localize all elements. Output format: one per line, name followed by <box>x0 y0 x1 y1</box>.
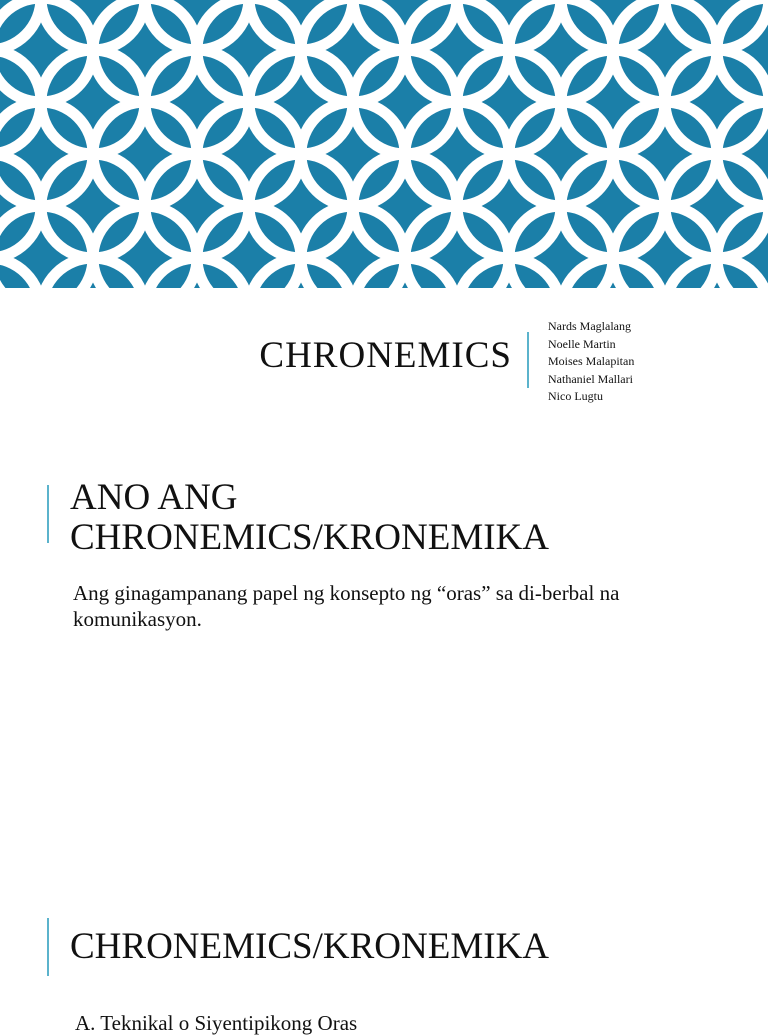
interlocking-circles-pattern <box>0 0 768 288</box>
slide-title-line: CHRONEMICS/KRONEMIKA <box>70 517 549 558</box>
slide-accent-line <box>47 918 49 976</box>
slide-accent-line <box>47 485 49 543</box>
slide-title-line: ANO ANG <box>70 477 238 518</box>
author-name: Moises Malapitan <box>548 354 635 368</box>
slide-title: CHRONEMICS/KRONEMIKA <box>70 926 549 967</box>
definition-text: Ang ginagampanang papel ng konsepto ng “oras” sa di-berbal na komunikasyon. <box>73 581 620 631</box>
presentation-title: CHRONEMICS <box>259 335 512 376</box>
title-slide <box>0 288 768 418</box>
author-name: Nico Lugtu <box>548 389 603 403</box>
slide-title <box>70 478 549 558</box>
author-name: Nathaniel Mallari <box>548 371 633 386</box>
list-item: A. Teknikal o Siyentipikong Oras <box>75 1011 358 1035</box>
author-list <box>548 318 634 406</box>
header-pattern-banner <box>0 0 768 288</box>
author-name: Noelle Martin <box>548 336 616 351</box>
title-divider-line <box>527 332 529 388</box>
author-name: Nards Maglalang <box>548 319 631 333</box>
